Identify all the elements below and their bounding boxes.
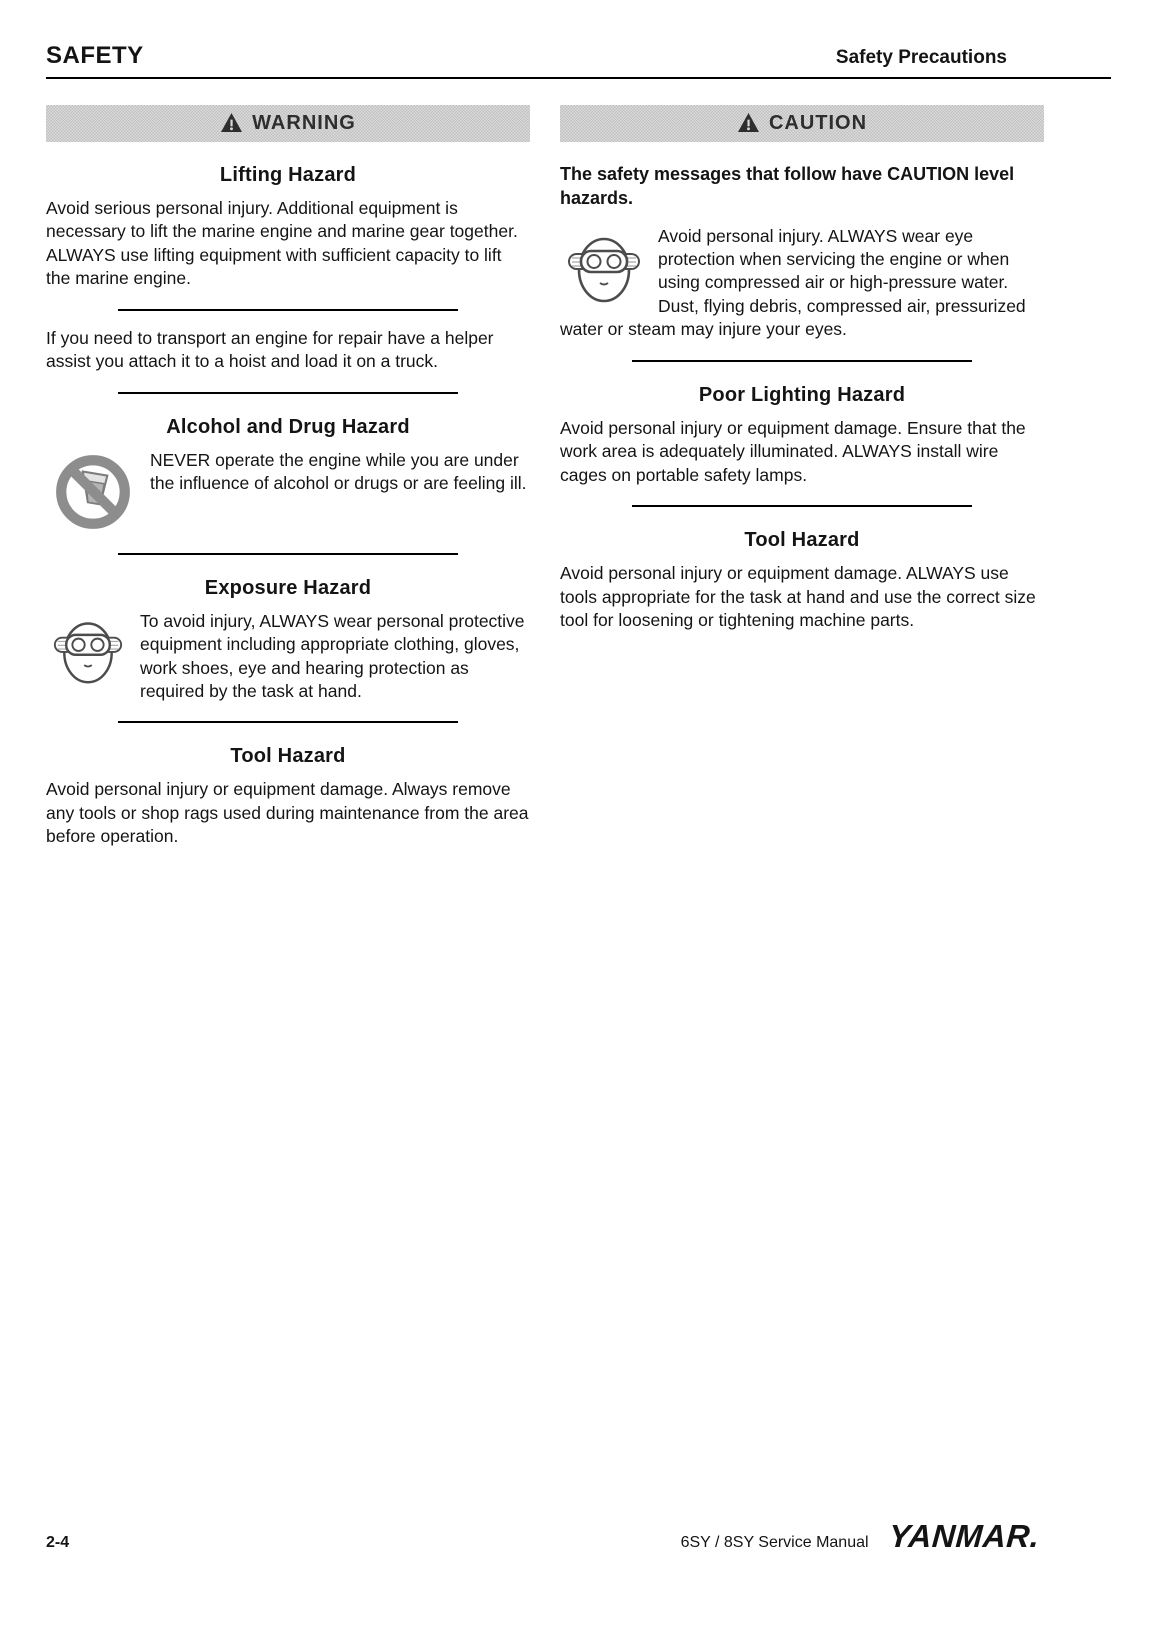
section-divider — [118, 721, 458, 723]
caution-banner — [560, 105, 1044, 142]
warning-banner-label: WARNING — [252, 112, 356, 134]
safety-goggles-icon — [52, 612, 124, 688]
section-divider — [118, 392, 458, 394]
section-divider — [632, 360, 972, 362]
left-column — [46, 105, 530, 849]
manual-name: 6SY / 8SY Service Manual — [680, 1534, 869, 1551]
caution-intro: The safety messages that follow have CAUTION level hazards. — [560, 164, 1015, 209]
safety-goggles-icon — [566, 227, 642, 307]
hazard-heading-lifting: Lifting Hazard — [219, 164, 357, 186]
hazard-body-exposure: To avoid injury, ALWAYS wear personal protective equipment including appropriate clothing, gloves, work shoes, eye and hearing protection as required by the task at hand. — [140, 610, 525, 701]
hazard-block-alcohol — [46, 449, 530, 535]
hazard-heading-alcohol: Alcohol and Drug Hazard — [166, 415, 410, 438]
no-alcohol-icon — [52, 451, 134, 533]
hazard-body-tool-right: Avoid personal injury or equipment damage. ALWAYS use tools appropriate for the task at hand and use the correct size tool for loosening or tightening machine parts. — [560, 563, 1036, 630]
transport-paragraph: If you need to transport an engine for repair have a helper assist you attach it to a hoist and load it on a truck. — [46, 327, 494, 372]
warning-banner — [46, 105, 530, 142]
section-divider — [632, 505, 972, 507]
page-footer — [46, 1518, 1111, 1555]
hazard-heading-tool-left: Tool Hazard — [230, 745, 346, 768]
header-rule — [46, 77, 1111, 79]
hazard-block-exposure — [46, 610, 530, 704]
hazard-heading-lighting: Poor Lighting Hazard — [698, 383, 906, 406]
hazard-body-tool-left: Avoid personal injury or equipment damage. Always remove any tools or shop rags used during maintenance from the area before operation. — [46, 779, 529, 847]
caution-triangle-icon — [737, 112, 760, 133]
right-column — [560, 105, 1044, 632]
hazard-body-lighting: Avoid personal injury or equipment damage. Ensure that the work area is adequately illuminated. ALWAYS install wire cages on portable safety lamps. — [560, 417, 1026, 485]
hazard-heading-tool-right: Tool Hazard — [744, 529, 860, 552]
section-divider — [118, 309, 458, 311]
page-header — [46, 42, 1111, 70]
section-divider — [118, 553, 458, 555]
hazard-block-eye-protection — [560, 225, 1044, 342]
hazard-body-lifting: Avoid serious personal injury. Additional equipment is necessary to lift the marine engine and marine gear together. ALWAYS use lifting equipment with sufficient capacity to lift the marine engine. — [46, 198, 518, 289]
section-title: Safety Precautions — [835, 47, 1007, 68]
caution-banner-label: CAUTION — [768, 112, 868, 134]
hazard-heading-exposure: Exposure Hazard — [204, 576, 372, 599]
yanmar-logo: YANMAR. — [887, 1518, 1041, 1554]
two-column-layout — [46, 105, 1111, 849]
page-number: 2-4 — [46, 1534, 70, 1551]
warning-triangle-icon — [220, 112, 243, 133]
hazard-body-alcohol: NEVER operate the engine while you are under the influence of alcohol or drugs or are feeling ill. — [150, 449, 527, 494]
chapter-title: SAFETY — [46, 42, 144, 69]
hazard-body-eye-protection: Avoid personal injury. ALWAYS wear eye protection when servicing the engine or when using compressed air or high-pressure water. Dust, flying debris, compressed air, pressurized water or steam may injure your eyes. — [560, 225, 1026, 340]
